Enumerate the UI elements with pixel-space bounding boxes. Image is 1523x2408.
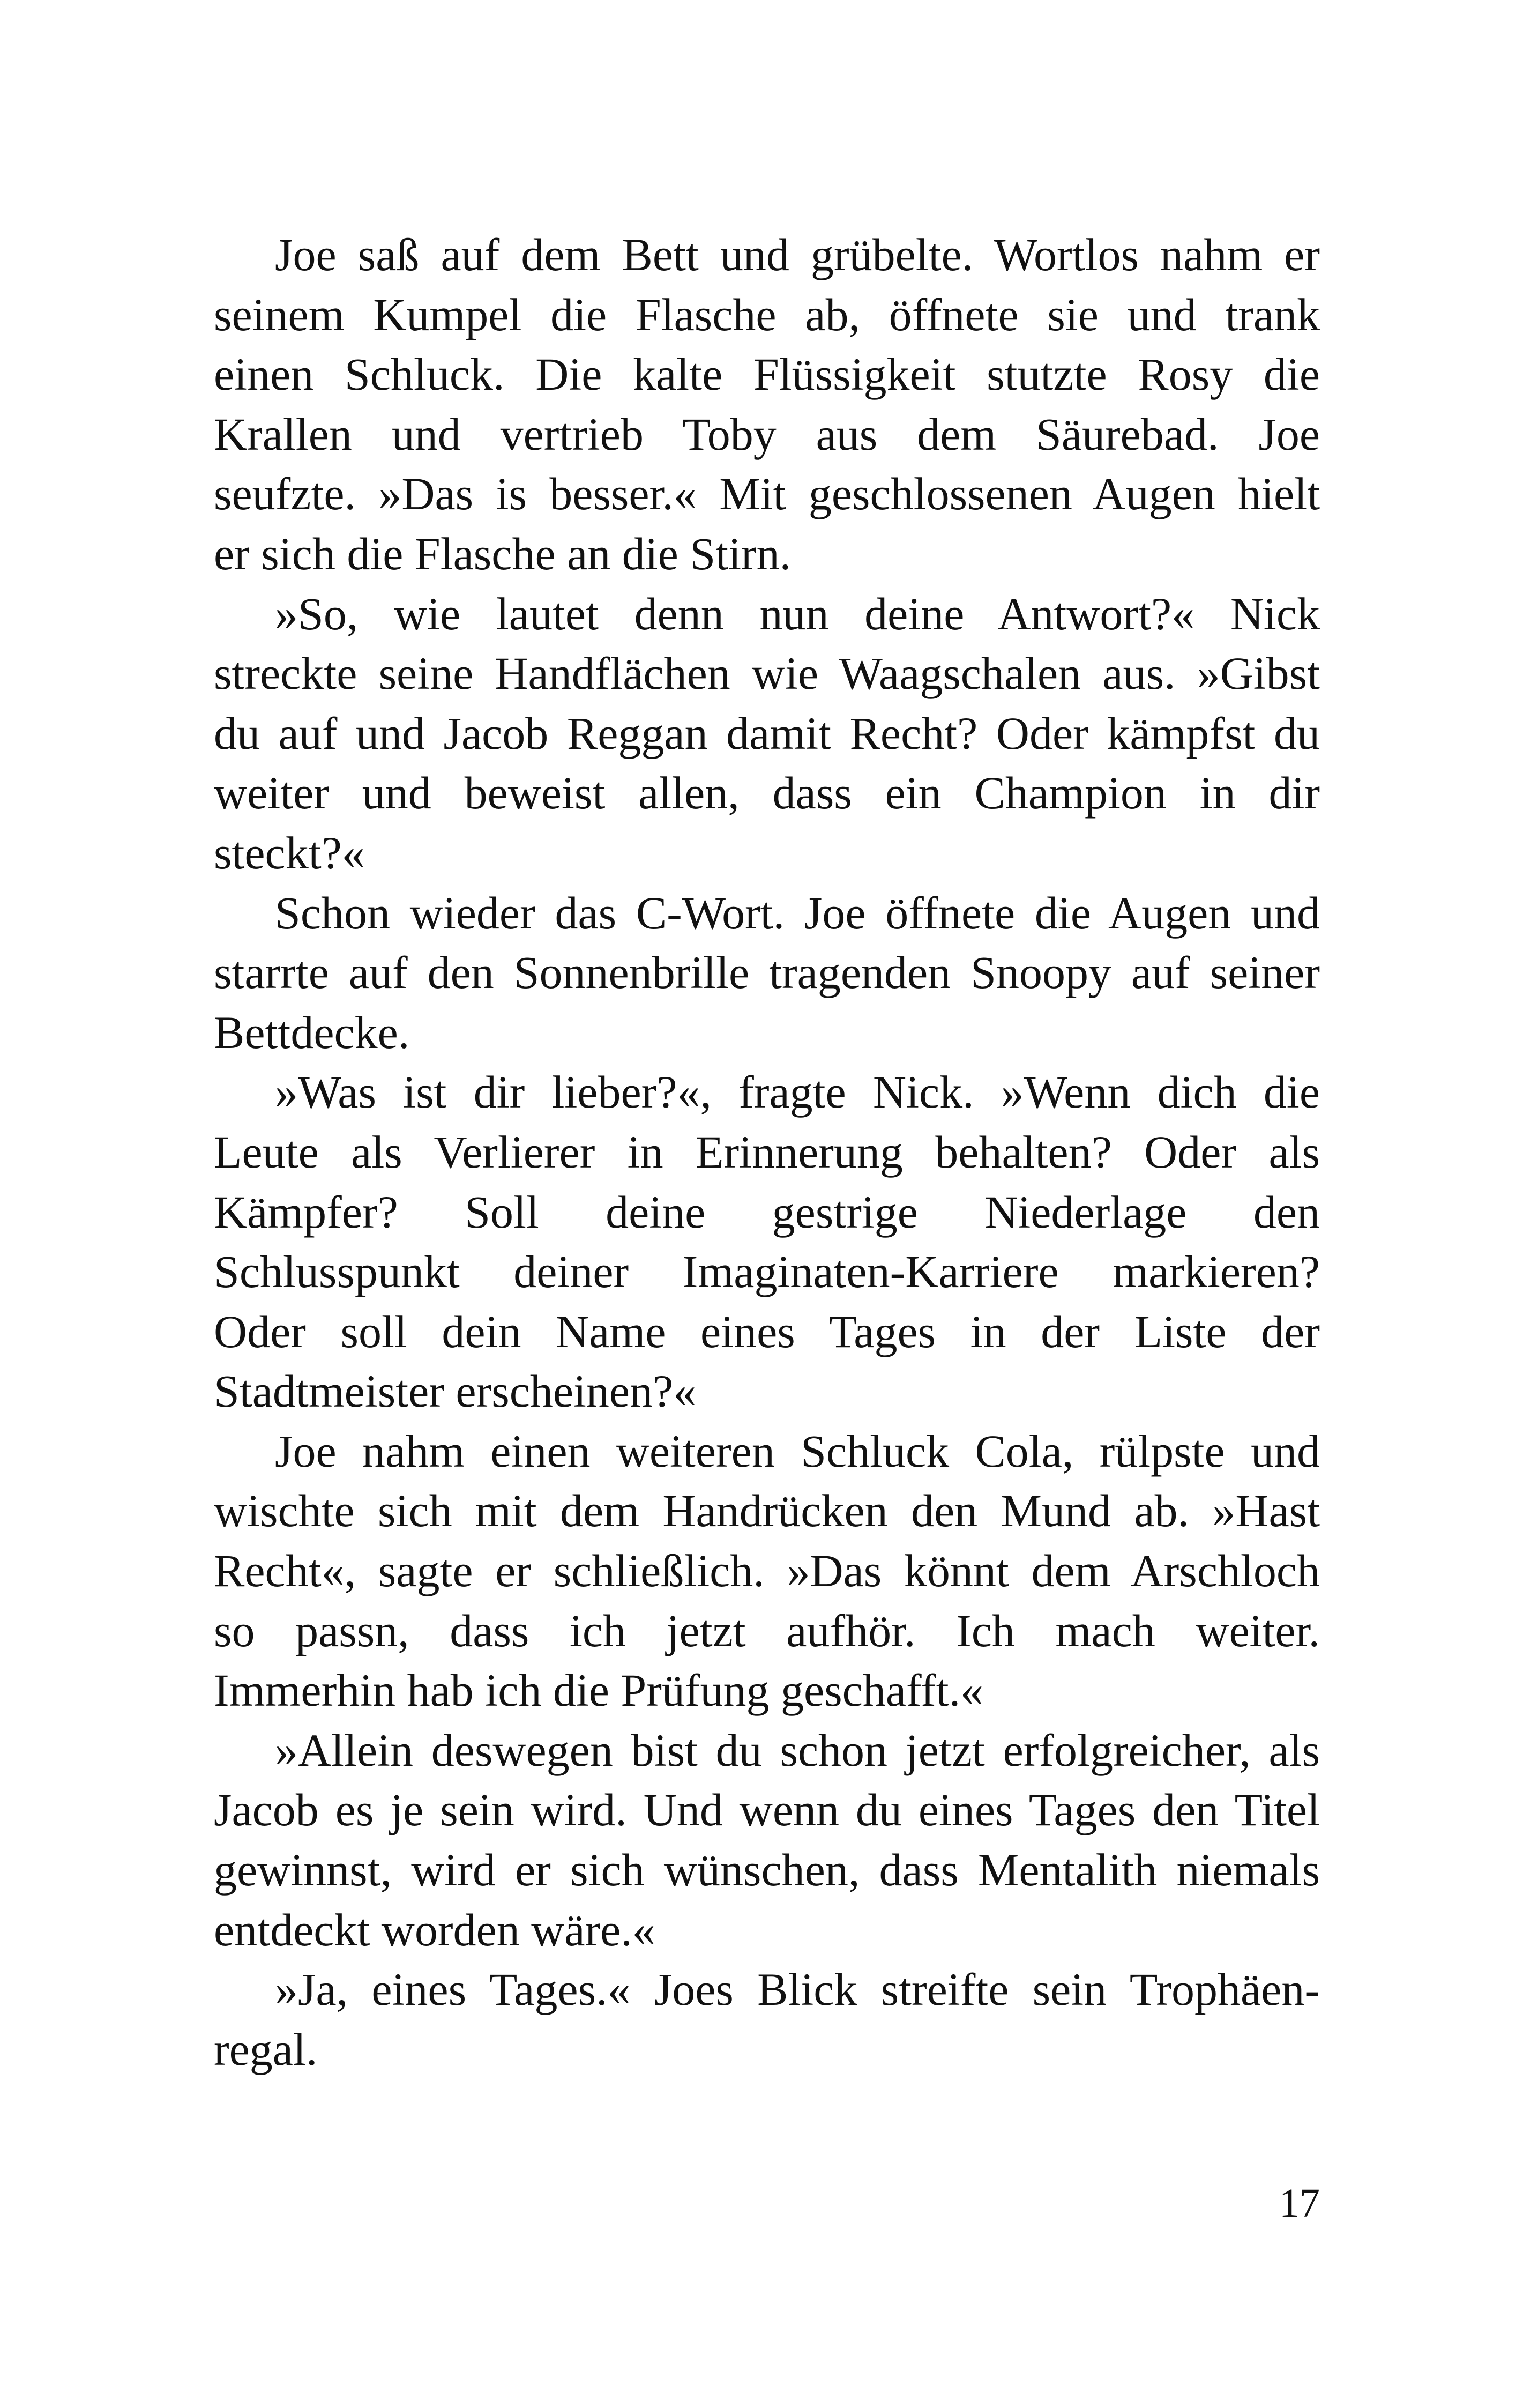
text-line: Oder soll dein Name eines Tages in der Liste der <box>214 1305 1320 1357</box>
text-line: so passn, dass ich jetzt aufhör. Ich mach weiter. <box>214 1604 1320 1656</box>
page-body-text <box>214 225 1320 2079</box>
text-line: Leute als Verlierer in Erinnerung behalten? Oder als <box>214 1126 1320 1178</box>
text-line: Jacob es je sein wird. Und wenn du eines Tages den Titel <box>214 1784 1320 1836</box>
text-line: Stadtmeister erscheinen?« <box>214 1365 697 1417</box>
text-line: weiter und beweist allen, dass ein Champion in dir <box>214 767 1320 819</box>
text-line: steckt?« <box>214 827 365 879</box>
text-line: seinem Kumpel die Flasche ab, öffnete sie und trank <box>214 288 1320 340</box>
text-line: starrte auf den Sonnenbrille tragenden Snoopy auf seiner <box>214 947 1320 999</box>
text-line: »So, wie lautet denn nun deine Antwort?« Nick <box>275 588 1320 640</box>
text-line: du auf und Jacob Reggan damit Recht? Oder kämpfst du <box>214 707 1320 759</box>
text-line: Bettdecke. <box>214 1006 410 1058</box>
text-line: »Was ist dir lieber?«, fragte Nick. »Wenn dich die <box>275 1066 1320 1118</box>
text-line: regal. <box>214 2023 318 2075</box>
text-line: Krallen und vertrieb Toby aus dem Säurebad. Joe <box>214 408 1320 460</box>
text-line: Schlusspunkt deiner Imaginaten-Karriere markieren? <box>214 1246 1320 1298</box>
text-line: wischte sich mit dem Handrücken den Mund ab. »Hast <box>214 1485 1320 1537</box>
text-line: gewinnst, wird er sich wünschen, dass Mentalith niemals <box>214 1844 1320 1896</box>
text-line: Recht«, sagte er schließlich. »Das könnt dem Arschloch <box>214 1545 1320 1597</box>
text-line: entdeckt worden wäre.« <box>214 1904 655 1956</box>
text-line: seufzte. »Das is besser.« Mit geschlossenen Augen hielt <box>214 468 1320 520</box>
text-line: einen Schluck. Die kalte Flüssigkeit stutzte Rosy die <box>214 348 1320 400</box>
text-line: Immerhin hab ich die Prüfung geschafft.« <box>214 1664 984 1716</box>
text-line: Joe nahm einen weiteren Schluck Cola, rülpste und <box>275 1425 1320 1477</box>
text-line: er sich die Flasche an die Stirn. <box>214 527 792 579</box>
text-line: Schon wieder das C-Wort. Joe öffnete die Augen und <box>275 887 1320 939</box>
text-line: »Ja, eines Tages.« Joes Blick streifte sein Trophäen- <box>275 1964 1320 2016</box>
page-number: 17 <box>1279 2181 1320 2226</box>
text-line: Kämpfer? Soll deine gestrige Niederlage den <box>214 1186 1320 1238</box>
text-line: Joe saß auf dem Bett und grübelte. Wortlos nahm er <box>275 229 1320 280</box>
text-line: »Allein deswegen bist du schon jetzt erfolgreicher, als <box>275 1724 1320 1776</box>
text-line: streckte seine Handflächen wie Waagschalen aus. »Gibst <box>214 648 1320 700</box>
